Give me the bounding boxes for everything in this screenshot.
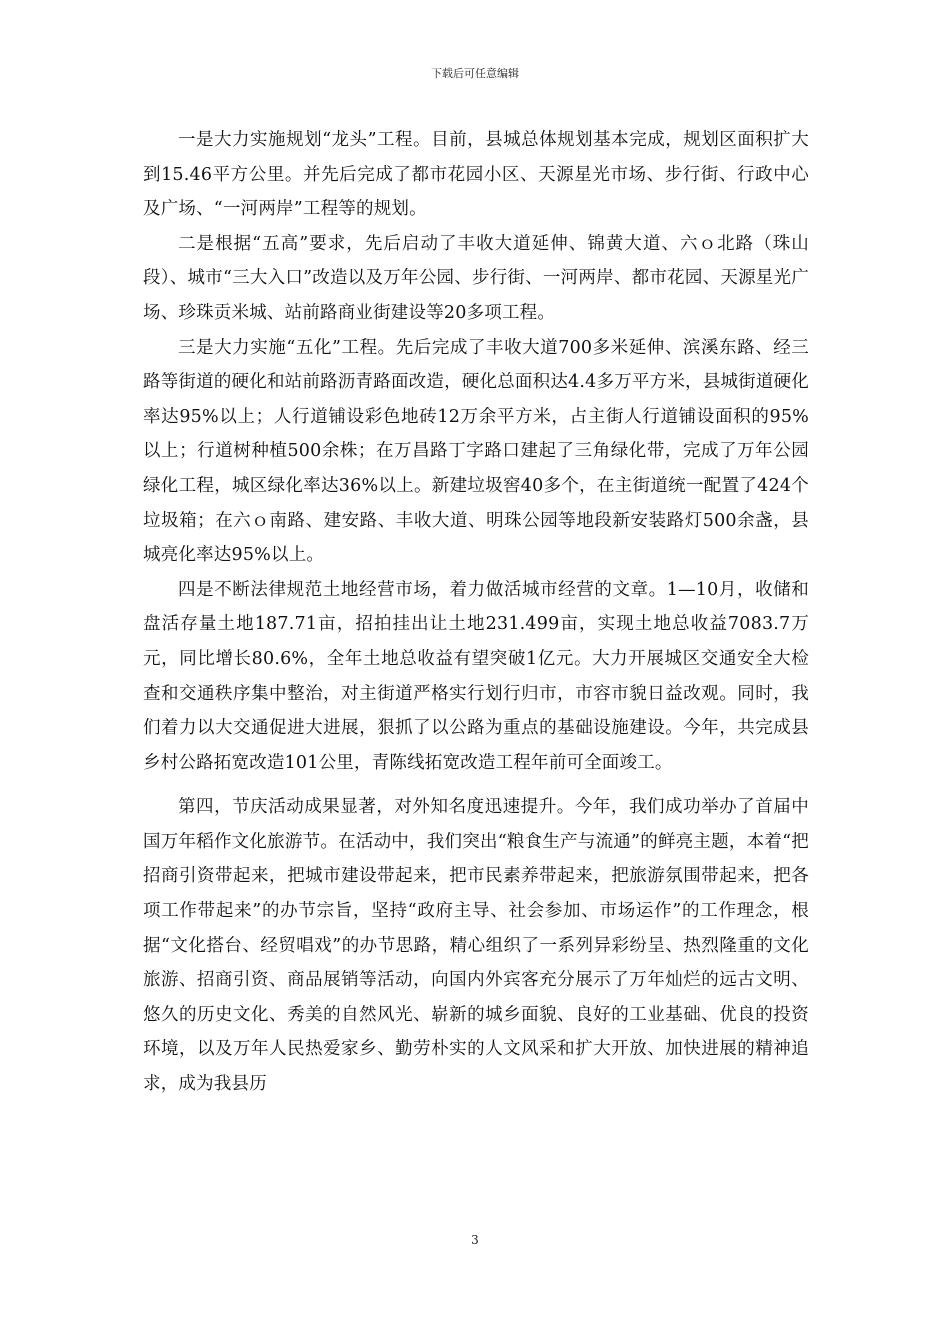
paragraph-land-management: 四是不断法律规范土地经营市场，着力做活城市经营的文章。1—10月，收储和盘活存量土地187.71亩，招拍挂出让土地231.499亩，实现土地总收益7083.7万元，同比增长80.6%，全年土地总收益有望突破1亿元。大力开展城区交通安全大检查和交通秩序集中整治，对主街道严格实行划行归市，市容市貌日益改观。同时，我们着力以大交通促进大进展，狠抓了以公路为重点的基础设施建设。今年，共完成县乡村公路拓宽改造101公里，青陈线拓宽改造工程年前可全面竣工。	[143, 579, 809, 773]
paragraph-planning: 一是大力实施规划“龙头”工程。目前，县城总体规划基本完成，规划区面积扩大到15.46平方公里。并先后完成了都市花园小区、天源星光市场、步行街、行政中心及广场、“一河两岸”工程等的规划。	[143, 130, 809, 220]
paragraph-five-modernizations: 三是大力实施“五化”工程。先后完成了丰收大道700多米延伸、滨溪东路、经三路等街道的硬化和站前路沥青路面改造，硬化总面积达4.4多万平方米，县城街道硬化率达95%以上；人行道铺设彩色地砖12万余平方米，占主街人行道铺设面积的95%以上；行道树种植500余株；在万昌路丁字路口建起了三角绿化带，完成了万年公园绿化工程，城区绿化率达36%以上。新建垃圾窖40多个，在主街道统一配置了424个垃圾箱；在六ｏ南路、建安路、丰收大道、明珠公园等地段新安装路灯500余盏，县城亮化率达95%以上。	[143, 337, 809, 566]
document-body	[143, 123, 809, 1102]
page-number: 3	[471, 1233, 479, 1247]
paragraph-projects: 二是根据“五高”要求，先后启动了丰收大道延伸、锦黄大道、六ｏ北路（珠山段）、城市“三大入口”改造以及万年公园、步行街、一河两岸、都市花园、天源星光广场、珍珠贡米城、站前路商业街建设等20多项工程。	[143, 233, 809, 323]
paragraph-festival: 第四，节庆活动成果显著，对外知名度迅速提升。今年，我们成功举办了首届中国万年稻作文化旅游节。在活动中，我们突出“粮食生产与流通”的鲜亮主题，本着“把招商引资带起来，把城市建设带起来，把市民素养带起来，把旅游氛围带起来，把各项工作带起来”的办节宗旨，坚持“政府主导、社会参加、市场运作”的工作理念，根据“文化搭台、经贸唱戏”的办节思路，精心组织了一系列异彩纷呈、热烈隆重的文化旅游、招商引资、商品展销等活动，向国内外宾客充分展示了万年灿烂的远古文明、悠久的历史文化、秀美的自然风光、崭新的城乡面貌、良好的工业基础、优良的投资环境，以及万年人民热爱家乡、勤劳朴实的人文风采和扩大开放、加快进展的精神追求，成为我县历	[143, 797, 809, 1095]
page-header: 下载后可任意编辑	[431, 67, 519, 80]
